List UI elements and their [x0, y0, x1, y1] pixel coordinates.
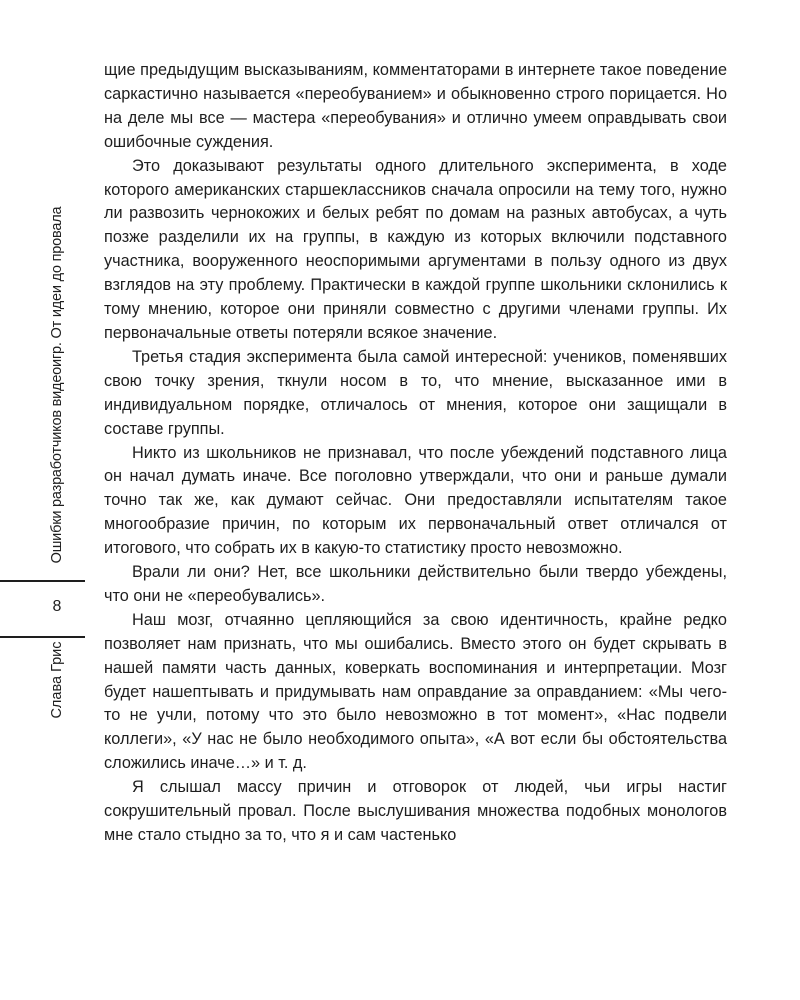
paragraph: Врали ли они? Нет, все школьники действительно были твердо убеждены, что они не «переобувались». [104, 563, 727, 605]
paragraph: Это доказывают результаты одного длительного эксперимента, в ходе которого американских старшеклассников сначала опросили на тему того, нужно ли развозить чернокожих и белых ребят по домам на разных автобусах, а чуть позже разделили их на группы, в каждую из которых включили подставного участника, вооруженного неоспоримыми аргументами в пользу одного из двух взглядов на эту проблему. Практически в каждой группе школьники склонились к тому мнению, которое они приняли совместно с другими членами группы. Их первоначальные ответы потеряли всякое значение. [104, 156, 727, 342]
paragraph: Никто из школьников не признавал, что после убеждений подставного лица он начал думать иначе. Все поголовно утверждали, что они и раньше думали точно так же, как думают сейчас. Они предоставляли испытателям такое многообразие причин, по которым их первоначальный ответ отличался от итогового, что собрать их в какую-то статистику просто невозможно. [104, 443, 727, 558]
paragraph-continued: щие предыдущим высказываниям, комментаторами в интернете такое поведение саркастично называется «переобуванием» и обыкновенно строго порицается. Но на деле мы все — мастера «переобувания» и отлично умеем оправдывать свои ошибочные суждения. [104, 61, 727, 151]
page-number: 8 [52, 598, 62, 615]
running-head-author: Слава Грис [49, 641, 65, 719]
page-number-rule-top [0, 580, 85, 582]
page-number-rule-bottom [0, 636, 85, 638]
paragraph: Я слышал массу причин и отговорок от людей, чьи игры настиг сокрушительный провал. После выслушивания множества подобных монологов мне стало стыдно за то, что я и сам частенько [104, 778, 727, 844]
body-text [104, 59, 727, 848]
running-head-book-title: Ошибки разработчиков видеоигр. От идеи до провала [49, 206, 65, 564]
paragraph: Третья стадия эксперимента была самой интересной: учеников, поменявших свою точку зрения, ткнули носом в то, что мнение, высказанное ими в индивидуальном порядке, отличалось от мнения, которое они защищали в составе группы. [104, 347, 727, 438]
paragraph: Наш мозг, отчаянно цепляющийся за свою идентичность, крайне редко позволяет нам признать, что мы ошибались. Вместо этого он будет скрывать в нашей памяти часть данных, коверкать воспоминания и интерпретации. Мозг будет нашептывать и придумывать нам оправдание за оправданием: «Мы чего-то не учли, потому что это было невозможно в тот момент», «Нас подвели коллеги», «У нас не было необходимого опыта», «А вот если бы обстоятельства сложились иначе…» и т. д. [104, 610, 727, 773]
